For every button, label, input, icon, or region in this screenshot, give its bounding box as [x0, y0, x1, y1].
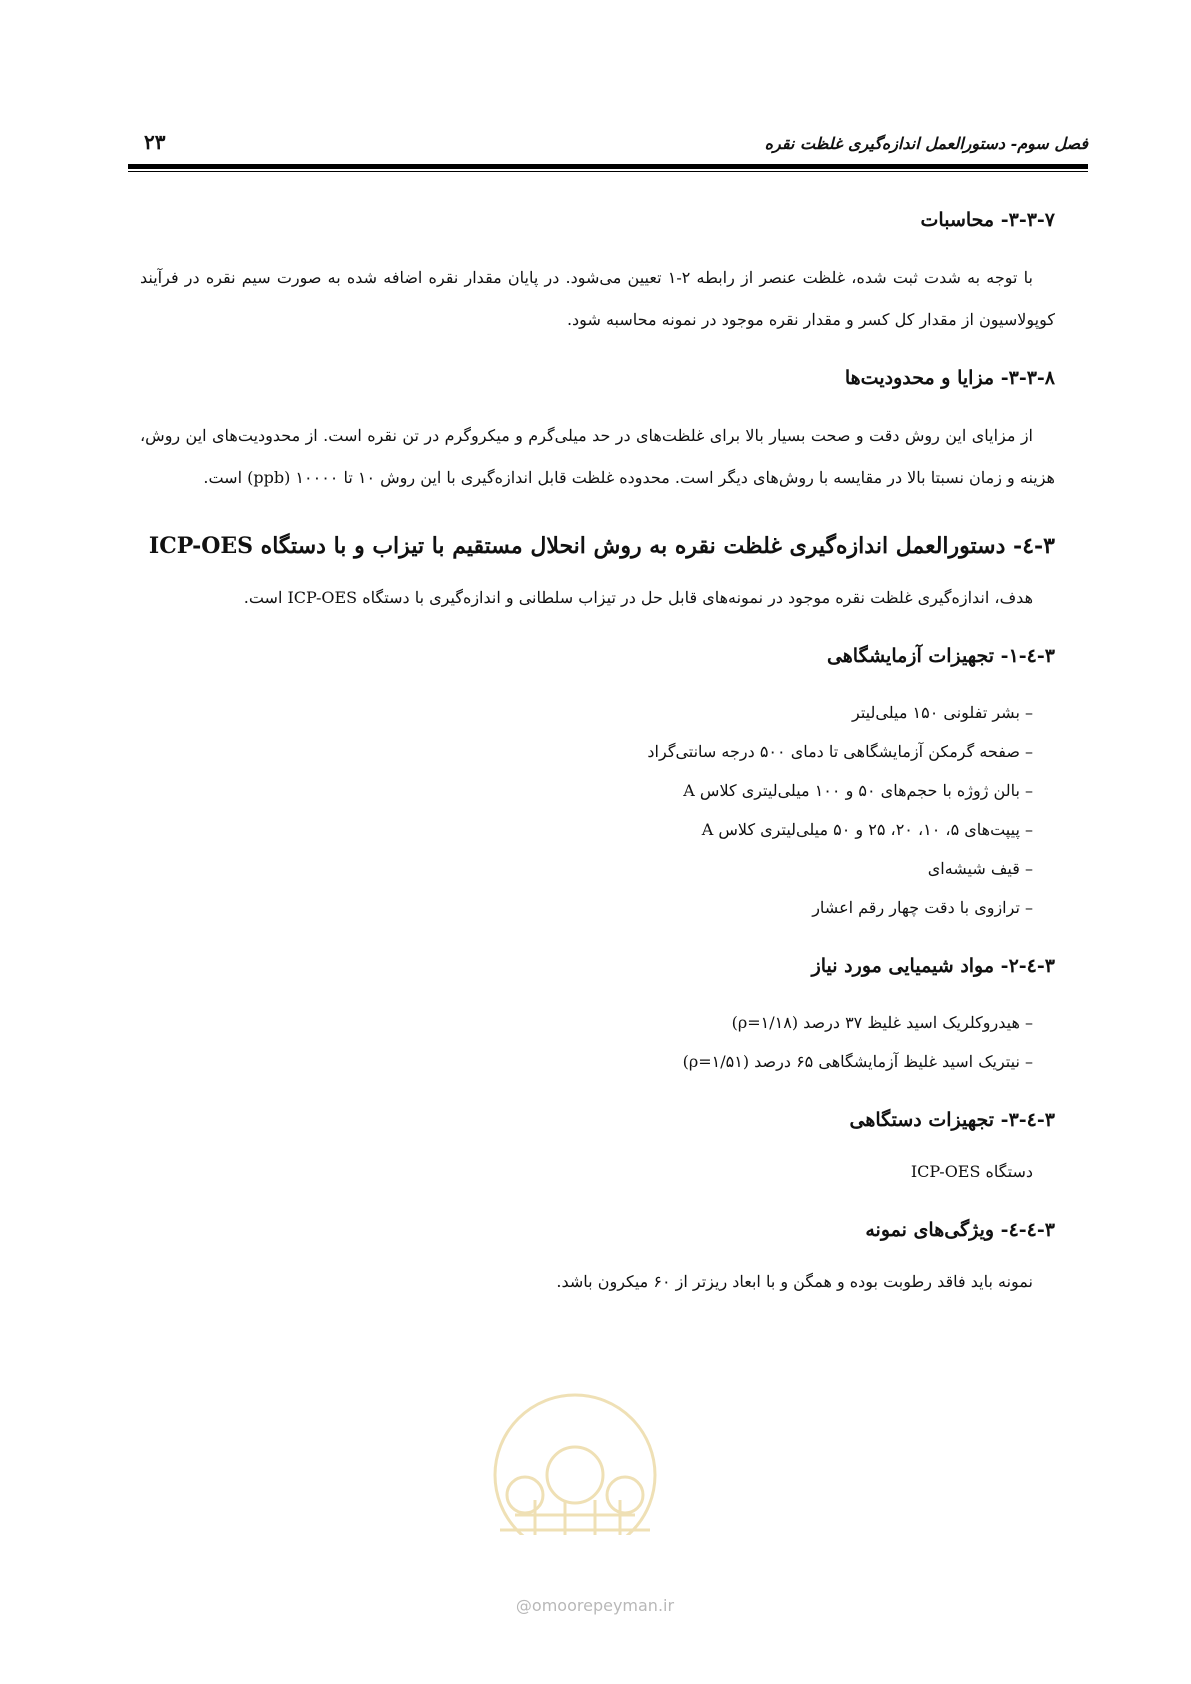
list-item: – نیتریک اسید غلیظ آزمایشگاهی ۶۵ درصد (ρ=۱/۵۱) [140, 1042, 1033, 1081]
list-item: – بالن ژوژه با حجم‌های ۵۰ و ۱۰۰ میلی‌لیتری کلاس A [140, 771, 1033, 810]
list-item: – قیف شیشه‌ای [140, 849, 1033, 888]
list-item: – ترازوی با دقت چهار رقم اعشار [140, 888, 1033, 927]
heading-3-4-2: ۳-٤-۲- مواد شیمیایی مورد نیاز [811, 955, 1055, 977]
heading-3-4-3: ۳-٤-۳- تجهیزات دستگاهی [849, 1109, 1055, 1131]
list-item: – هیدروکلریک اسید غلیظ ۳۷ درصد (ρ=۱/۱۸) [140, 1003, 1033, 1042]
list-item: – صفحه گرمکن آزمایشگاهی تا دمای ۵۰۰ درجه سانتی‌گراد [140, 732, 1033, 771]
header-rule-thick [128, 164, 1088, 169]
page-number: ۲۳ [144, 130, 166, 154]
paragraph-calculations: با توجه به شدت ثبت شده، غلظت عنصر از رابطه ۲-۱ تعیین می‌شود. در پایان مقدار نقره اضافه شده به صورت سیم نقره در فرآیند کوپولاسیون از مقدار کل کسر و مقدار نقره موجود در نمونه محاسبه شود. [140, 268, 1055, 329]
lab-equipment-list [140, 693, 1055, 927]
paragraph-instrument: دستگاه ICP-OES [910, 1162, 1033, 1181]
heading-3-3-8: ۳-۳-۸- مزایا و محدودیت‌ها [844, 367, 1055, 389]
list-item: – بشر تفلونی ۱۵۰ میلی‌لیتر [140, 693, 1033, 732]
heading-3-4-1: ۳-٤-۱- تجهیزات آزمایشگاهی [826, 645, 1055, 667]
watermark-seal-icon [480, 1385, 670, 1535]
list-item: – پیپت‌های ۵، ۱۰، ۲۰، ۲۵ و ۵۰ میلی‌لیتری کلاس A [140, 810, 1033, 849]
paragraph-advantages-limitations: از مزایای این روش دقت و صحت بسیار بالا برای غلظت‌های در حد میلی‌گرم و میکروگرم در تن نقره است. از محدودیت‌های این روش، هزینه و زمان نسبتا بالا در مقایسه با روش‌های دیگر است. محدوده غلظت قابل اندازه‌گیری با این روش ۱۰ تا ۱۰۰۰۰ (ppb) است. [140, 426, 1055, 487]
page-content [140, 205, 1055, 1325]
paragraph-objective: هدف، اندازه‌گیری غلظت نقره موجود در نمونه‌های قابل حل در تیزاب سلطانی و اندازه‌گیری با دستگاه ICP-OES است. [243, 588, 1033, 607]
page-header [128, 128, 1088, 158]
heading-3-3-7: ۳-۳-۷- محاسبات [920, 209, 1055, 231]
chapter-title: فصل سوم- دستورالعمل اندازه‌گیری غلظت نقره [764, 134, 1088, 153]
watermark-site-text: @omoorepeyman.ir [515, 1596, 675, 1615]
header-rule-thin [128, 171, 1088, 172]
paragraph-sample-properties: نمونه باید فاقد رطوبت بوده و همگن و با ابعاد ریزتر از ۶۰ میکرون باشد. [556, 1272, 1033, 1291]
chemicals-list [140, 1003, 1055, 1081]
heading-3-4-4: ۳-٤-٤- ویژگی‌های نمونه [865, 1219, 1055, 1241]
heading-3-4: ۳-٤- دستورالعمل اندازه‌گیری غلظت نقره به روش انحلال مستقیم با تیزاب و با دستگاه ICP-OES [148, 533, 1055, 559]
